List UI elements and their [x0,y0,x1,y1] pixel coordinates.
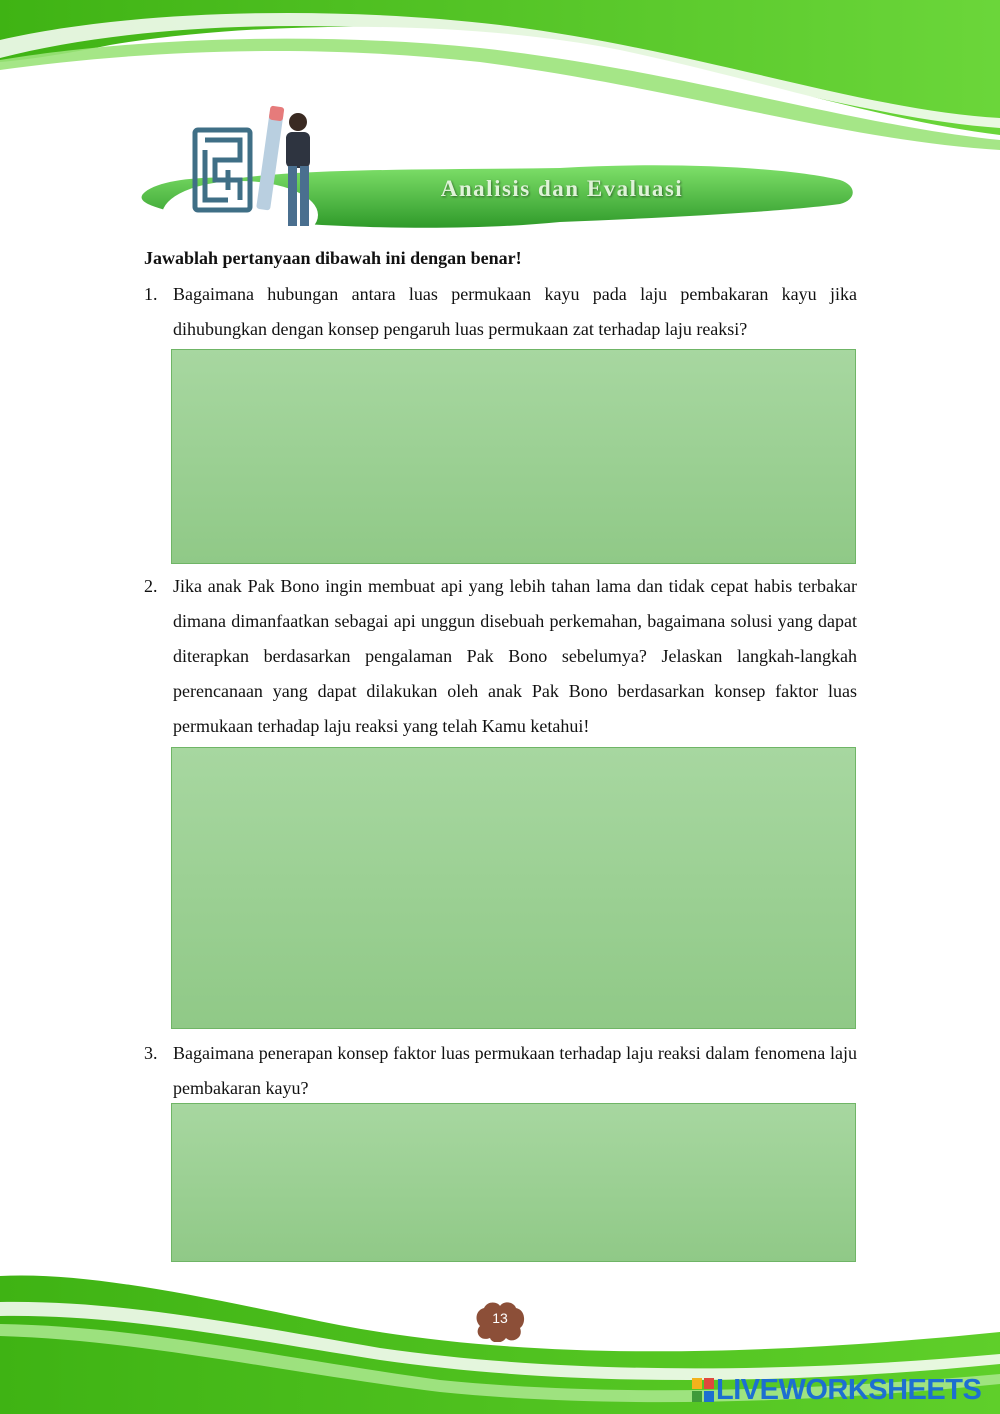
question-number: 3. [144,1043,158,1063]
question-2 [144,569,857,744]
instruction-text: Jawablah pertanyaan dibawah ini dengan benar! [144,248,522,268]
answer-box-1[interactable] [171,349,856,564]
question-text: Jika anak Pak Bono ingin membuat api yang lebih tahan lama dan tidak cepat habis terbakar dimana dimanfaatkan sebagai api unggun disebuah perkemahan, bagaimana solusi yang dapat diterapkan berdasarkan pengalaman Pak Bono sebelumya? Jelaskan langkah-langkah perencanaan yang dapat dilakukan oleh anak Pak Bono berdasarkan konsep faktor luas permukaan terhadap laju reaksi yang telah Kamu ketahui! [173,576,857,736]
logo-squares-icon [692,1378,714,1402]
page-number: 13 [492,1310,508,1326]
question-text: Bagaimana penerapan konsep faktor luas permukaan terhadap laju reaksi dalam fenomena laju pembakaran kayu? [173,1043,857,1098]
logo-text: LIVEWORKSHEETS [716,1374,982,1406]
question-3 [144,1036,857,1106]
section-banner [140,100,860,250]
question-1 [144,277,857,347]
answer-box-3[interactable] [171,1103,856,1262]
question-number: 1. [144,284,158,304]
liveworksheets-logo[interactable] [692,1374,992,1406]
section-title: Analisis dan Evaluasi [440,176,684,201]
maze-icon [195,130,250,210]
answer-box-2[interactable] [171,747,856,1029]
question-text: Bagaimana hubungan antara luas permukaan kayu pada laju pembakaran kayu jika dihubungkan dengan konsep pengaruh luas permukaan zat terhadap laju reaksi? [173,284,857,339]
question-number: 2. [144,576,158,596]
